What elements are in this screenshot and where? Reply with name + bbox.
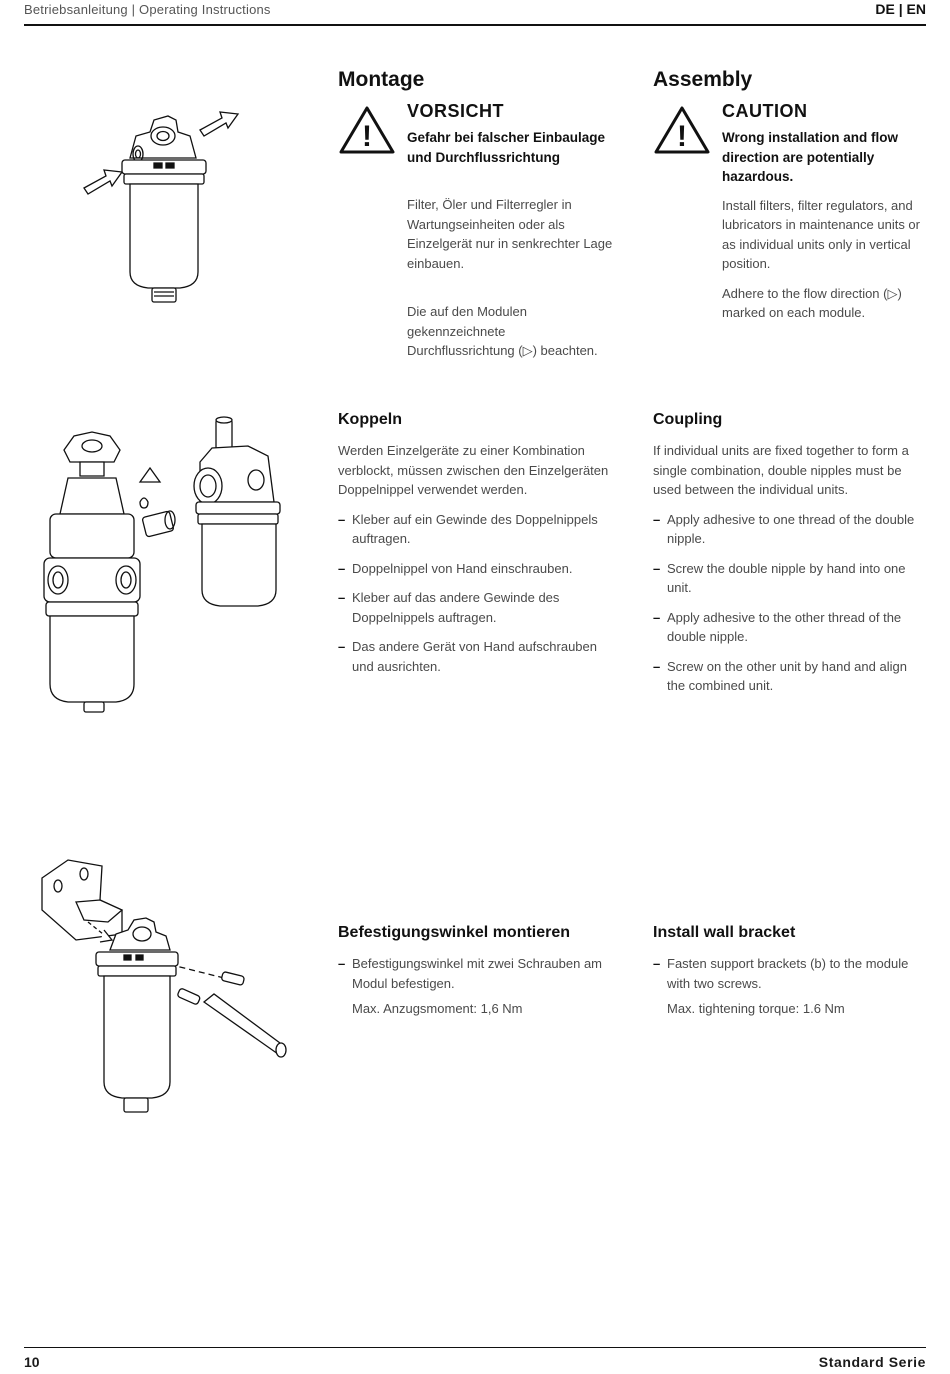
coupling-units-illustration	[28, 410, 318, 715]
dash-marker: –	[653, 956, 661, 971]
coupling-de-column	[338, 410, 613, 676]
coupling-intro-en: If individual units are fixed together to form a single combination, double nipples must be used between the individual units.	[653, 443, 909, 497]
wall-bracket-illustration	[38, 850, 293, 1120]
dash-marker: –	[338, 511, 346, 527]
filter-vertical-illustration	[78, 106, 248, 306]
torque-note-de: Max. Anzugsmoment: 1,6 Nm	[352, 1001, 523, 1016]
coupling-title-en: Coupling	[653, 411, 723, 428]
header-language-tag: DE | EN	[875, 1, 926, 17]
bracket-de-column	[338, 923, 613, 1019]
list-item: – Screw on the other unit by hand and align the combined unit.	[653, 658, 907, 693]
list-item: – Das andere Gerät von Hand aufschrauben und ausrichten.	[338, 639, 597, 674]
assembly-para1-de: Filter, Öler und Filterregler in Wartungseinheiten oder als Einzelgerät nur in senkrechter Lage einbauen.	[407, 197, 613, 271]
dash-marker: –	[338, 590, 346, 605]
bracket-title-de: Befestigungswinkel montieren	[338, 924, 571, 941]
list-item: – Apply adhesive to the other thread of the double nipple.	[653, 609, 902, 644]
svg-text:!: !	[362, 120, 372, 153]
assembly-title-de: Montage	[338, 68, 425, 91]
assembly-en-column	[653, 68, 928, 323]
header-divider	[24, 24, 926, 26]
dash-marker: –	[653, 658, 661, 674]
adhesive-drop-icon	[140, 468, 160, 508]
list-item: – Apply adhesive to one thread of the double nipple.	[653, 511, 915, 546]
caution-text-de: Gefahr bei falscher Einbaulage und Durchflussrichtung	[407, 130, 606, 165]
assembly-de-column	[338, 68, 613, 361]
list-item: – Screw the double nipple by hand into one unit.	[653, 560, 906, 595]
caution-label-de: VORSICHT	[407, 101, 505, 121]
dash-marker: –	[653, 511, 661, 527]
bracket-title-en: Install wall bracket	[653, 924, 796, 941]
warning-triangle-icon	[338, 104, 396, 156]
assembly-para2-de: Die auf den Modulen gekennzeichnete Durchflussrichtung (▷) beachten.	[407, 304, 598, 358]
coupling-steps-de	[338, 510, 613, 677]
footer-series-name: Standard Serie	[818, 1354, 926, 1370]
coupling-steps-en	[653, 510, 928, 696]
dash-marker: –	[653, 609, 661, 625]
screwdriver-icon	[204, 994, 286, 1057]
torque-note-en: Max. tightening torque: 1.6 Nm	[667, 1001, 845, 1016]
list-item: – Befestigungswinkel mit zwei Schrauben am Modul befestigen.	[338, 956, 603, 991]
dash-marker: –	[653, 560, 661, 576]
coupling-title-de: Koppeln	[338, 411, 402, 428]
dash-marker: –	[338, 956, 346, 971]
footer-divider	[24, 1347, 926, 1348]
header-doc-title: Betriebsanleitung | Operating Instructions	[24, 2, 271, 17]
caution-block-de	[338, 100, 613, 167]
bracket-en-column	[653, 923, 928, 1019]
dash-marker: –	[338, 639, 346, 654]
assembly-title-en: Assembly	[653, 68, 753, 91]
list-item: – Kleber auf ein Gewinde des Doppelnippels auftragen.	[338, 511, 598, 546]
warning-triangle-icon	[653, 104, 711, 156]
list-item: – Fasten support brackets (b) to the module with two screws.	[653, 956, 909, 991]
page-number: 10	[24, 1354, 40, 1370]
coupling-intro-de: Werden Einzelgeräte zu einer Kombination verblockt, müssen zwischen den Einzelgeräten Doppelnippel verwendet werden.	[338, 443, 609, 497]
assembly-para2-en: Adhere to the flow direction (▷) marked on each module.	[722, 285, 902, 320]
bracket-steps-en	[653, 954, 928, 993]
assembly-para1-en: Install filters, filter regulators, and lubricators in maintenance units or as individual units only in vertical position.	[722, 197, 920, 271]
list-item: – Kleber auf das andere Gewinde des Doppelnippels auftragen.	[338, 590, 560, 625]
caution-text-en: Wrong installation and flow direction are potentially hazardous.	[722, 130, 898, 184]
caution-label-en: CAUTION	[722, 101, 808, 121]
coupling-en-column	[653, 410, 928, 696]
dash-marker: –	[338, 560, 346, 576]
list-item: – Doppelnippel von Hand einschrauben.	[338, 559, 613, 579]
bracket-steps-de	[338, 954, 613, 993]
caution-block-en	[653, 100, 928, 187]
svg-text:!: !	[677, 120, 687, 153]
